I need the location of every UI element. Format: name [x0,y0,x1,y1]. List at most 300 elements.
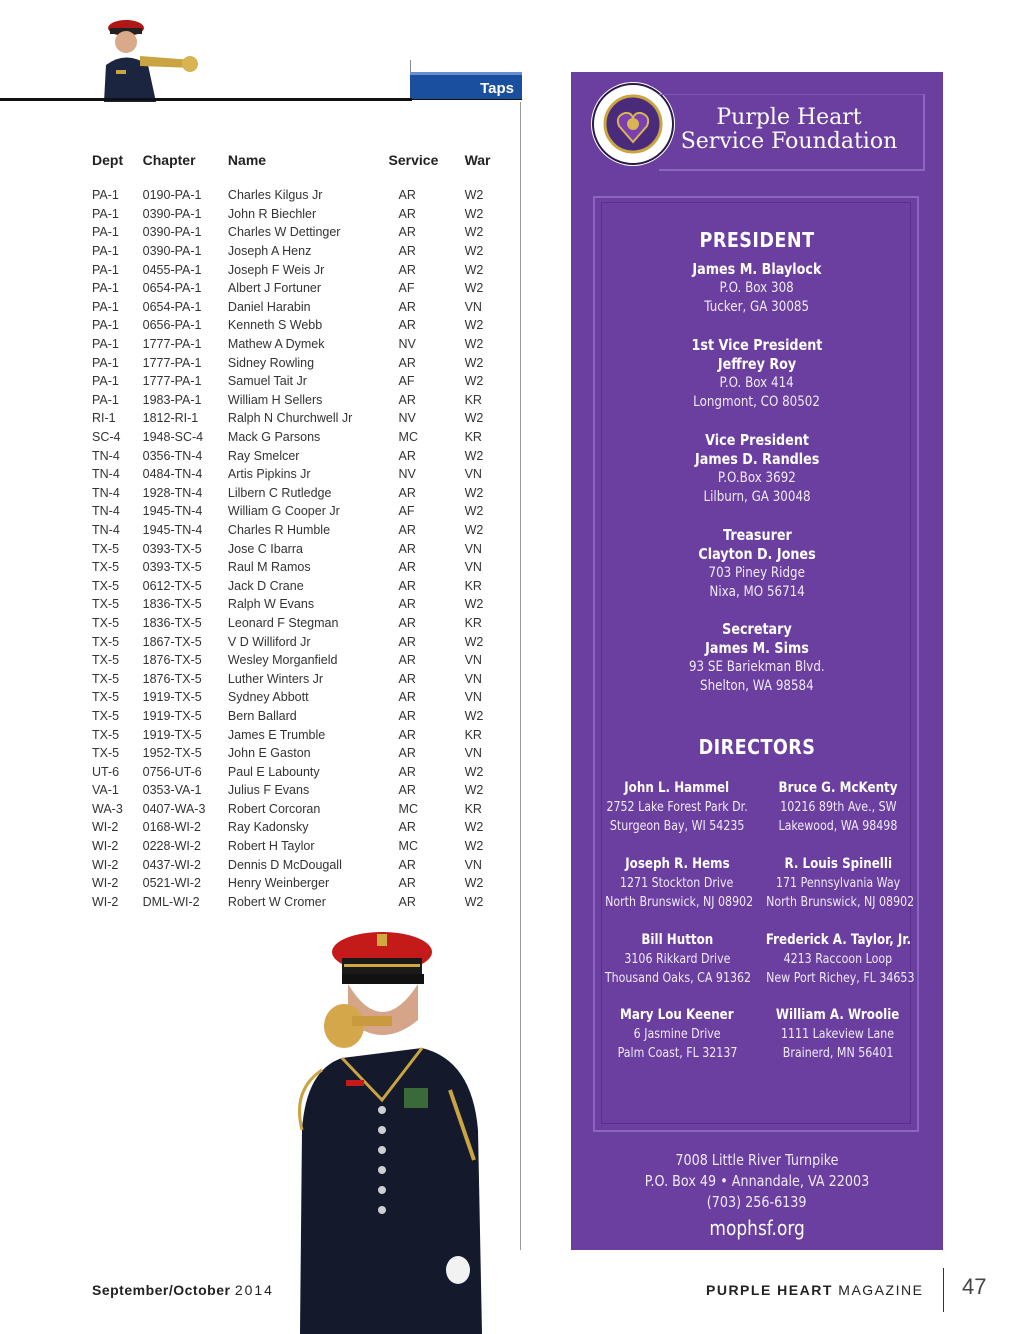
director-line1: 1271 Stockton Drive [620,876,734,891]
cell-service: AR [398,671,416,686]
cell-chapter: 0484-TN-4 [142,467,203,482]
table-row [92,260,512,279]
table-row [92,893,512,912]
table-row [92,353,512,372]
cell-chapter: 0390-PA-1 [142,206,202,221]
cell-chapter: 0654-PA-1 [142,299,202,314]
cell-dept: PA-1 [92,392,119,407]
cell-dept: TN-4 [92,485,120,500]
cell-war: VN [464,467,482,482]
cell-service: AR [398,746,416,761]
secretary-line1: 93 SE Bariekman Blvd. [689,659,825,675]
header-rule [0,98,412,101]
table-row [92,446,512,465]
cell-service: AR [398,783,416,798]
cell-service: AR [398,299,416,314]
cell-dept: WI-2 [92,876,119,891]
director-card [753,1006,923,1063]
cell-dept: TN-4 [92,504,120,519]
cell-chapter: 0654-PA-1 [142,281,202,296]
cell-name: Robert H Taylor [227,839,315,854]
cell-dept: TX-5 [92,578,120,593]
director-name: William A. Wroolie [776,1007,900,1023]
cell-chapter: 1836-TX-5 [142,615,202,630]
vp1-name: Jeffrey Roy [717,355,797,373]
cell-service: MC [398,839,418,854]
cell-dept: TX-5 [92,746,120,761]
cell-name: Bern Ballard [227,708,297,723]
cell-name: Charles W Dettinger [227,225,341,240]
website-text[interactable]: mophsf.org [709,1216,805,1240]
column-divider [520,102,521,1250]
cell-service: AR [398,820,416,835]
director-line2: North Brunswick, NJ 08902 [605,895,754,910]
table-row [92,521,512,540]
cell-dept: WI-2 [92,857,119,872]
taps-roster-table [92,150,512,911]
treasurer-role: Treasurer [722,526,792,544]
cell-name: Ray Kadonsky [227,820,309,835]
cell-name: V D Williford Jr [227,634,311,649]
vp-line2: Lilburn, GA 30048 [703,489,811,505]
director-line2: Brainerd, MN 56401 [782,1046,894,1061]
cell-name: Henry Weinberger [227,876,330,891]
table-row [92,539,512,558]
cell-service: AR [398,560,416,575]
phone: (703) 256-6139 [707,1193,807,1211]
table-row [92,725,512,744]
cell-name: John R Biechler [227,206,317,221]
cell-war: W2 [464,318,484,333]
table-row [92,595,512,614]
director-card [753,931,923,988]
cell-name: Dennis D McDougall [227,857,342,872]
cell-service: AR [398,727,416,742]
cell-name: Artis Pipkins Jr [227,467,311,482]
cell-war: VN [464,541,482,556]
cell-dept: TX-5 [92,727,120,742]
magazine-name [706,1282,923,1298]
cell-name: James E Trumble [227,727,326,742]
vp1-line2: Longmont, CO 80502 [693,394,821,410]
cell-war: KR [464,430,482,445]
cell-dept: TX-5 [92,560,120,575]
director-card [592,779,762,836]
cell-chapter: 1928-TN-4 [142,485,203,500]
vp1-role: 1st Vice President [691,336,823,354]
cell-war: W2 [464,188,484,203]
cell-dept: WI-2 [92,820,119,835]
cell-chapter: 0612-TX-5 [142,578,202,593]
director-line2: New Port Richey, FL 34653 [766,971,915,986]
cell-war: W2 [464,522,484,537]
cell-chapter: 1876-TX-5 [142,653,202,668]
cell-war: W2 [464,225,484,240]
header-war: War [464,152,491,168]
president-block [571,260,943,317]
cell-name: Daniel Harabin [227,299,311,314]
cell-dept: PA-1 [92,225,119,240]
cell-service: AR [398,578,416,593]
magazine-name-light: MAGAZINE [838,1282,924,1298]
cell-name: Ray Smelcer [227,448,300,463]
cell-war: W2 [464,281,484,296]
cell-dept: UT-6 [92,764,120,779]
director-line1: 6 Jasmine Drive [633,1027,721,1042]
cell-name: John E Gaston [227,746,311,761]
cell-service: AR [398,392,416,407]
cell-chapter: 0353-VA-1 [142,783,202,798]
president-name: James M. Blaylock [692,260,822,278]
cell-service: AR [398,634,416,649]
website-link[interactable] [571,1216,943,1240]
table-row [92,874,512,893]
director-name: Mary Lou Keener [620,1007,734,1023]
president-line1: P.O. Box 308 [719,280,795,296]
cell-chapter: 1983-PA-1 [142,392,202,407]
cell-service: AR [398,485,416,500]
cell-war: W2 [464,337,484,352]
cell-dept: TX-5 [92,653,120,668]
cell-name: Jack D Crane [227,578,304,593]
director-line2: Sturgeon Bay, WI 54235 [609,819,745,834]
cell-service: AF [398,281,415,296]
table-row [92,335,512,354]
table-row [92,762,512,781]
cell-war: VN [464,857,482,872]
director-name: John L. Hammel [624,780,730,796]
cell-chapter: 0393-TX-5 [142,541,202,556]
director-line1: 171 Pennsylvania Way [775,876,901,891]
cell-service: AR [398,708,416,723]
cell-service: AR [398,355,416,370]
director-name: Bruce G. McKenty [778,780,898,796]
cell-dept: PA-1 [92,188,119,203]
cell-service: AR [398,653,416,668]
cell-dept: TN-4 [92,522,120,537]
cell-chapter: 0455-PA-1 [142,262,202,277]
cell-service: MC [398,801,418,816]
table-row [92,205,512,224]
cell-chapter: 0390-PA-1 [142,244,202,259]
cell-war: VN [464,671,482,686]
treasurer-name: Clayton D. Jones [698,545,816,563]
cell-war: W2 [464,820,484,835]
cell-service: AR [398,857,416,872]
director-name: Joseph R. Hems [624,856,730,872]
table-row [92,855,512,874]
cell-chapter: 1777-PA-1 [142,374,202,389]
cell-war: VN [464,690,482,705]
cell-war: W2 [464,876,484,891]
cell-dept: PA-1 [92,374,119,389]
cell-war: W2 [464,894,484,909]
cell-chapter: 0756-UT-6 [142,764,202,779]
foundation-title-line2: Service Foundation [680,129,898,154]
cell-service: AR [398,894,416,909]
cell-dept: PA-1 [92,318,119,333]
cell-dept: WI-2 [92,839,119,854]
cell-dept: PA-1 [92,262,119,277]
table-row [92,800,512,819]
table-row [92,669,512,688]
cell-war: KR [464,801,482,816]
director-line1: 1111 Lakeview Lane [781,1027,895,1042]
issue-year: 2014 [234,1282,274,1298]
cell-chapter: DML-WI-2 [142,894,200,909]
cell-name: Charles R Humble [227,522,331,537]
cell-chapter: 0168-WI-2 [142,820,201,835]
cell-name: Sidney Rowling [227,355,315,370]
cell-service: AR [398,244,416,259]
director-line2: Thousand Oaks, CA 91362 [604,971,752,986]
header-dept: Dept [92,152,124,168]
cell-service: AR [398,522,416,537]
treasurer-line2: Nixa, MO 56714 [709,584,805,600]
issue-month: September/October [92,1282,231,1298]
director-name: Frederick A. Taylor, Jr. [765,932,912,948]
cell-chapter: 1777-PA-1 [142,355,202,370]
cell-dept: TX-5 [92,671,120,686]
cell-name: Luther Winters Jr [227,671,324,686]
table-row [92,428,512,447]
cell-chapter: 0228-WI-2 [142,839,201,854]
table-row [92,242,512,261]
treasurer-block [571,526,943,602]
director-line1: 3106 Rikkard Drive [623,952,731,967]
cell-name: Kenneth S Webb [227,318,323,333]
section-tab: Taps [410,72,522,100]
cell-service: AR [398,876,416,891]
table-row [92,372,512,391]
cell-chapter: 0437-WI-2 [142,857,201,872]
cell-chapter: 0393-TX-5 [142,560,202,575]
cell-war: KR [464,615,482,630]
table-row [92,391,512,410]
treasurer-line1: 703 Piney Ridge [708,565,806,581]
cell-name: Robert W Cromer [227,894,326,909]
table-row [92,186,512,205]
page-number: 47 [962,1274,987,1299]
foundation-title-line1: Purple Heart [716,105,862,130]
header-name: Name [227,152,267,168]
cell-war: W2 [464,485,484,500]
cell-dept: TX-5 [92,615,120,630]
cell-chapter: 0407-WA-3 [142,801,206,816]
table-row [92,707,512,726]
table-row [92,223,512,242]
cell-name: Raul M Ramos [227,560,311,575]
cell-war: W2 [464,355,484,370]
directors-heading: DIRECTORS [698,735,816,759]
cell-dept: TX-5 [92,708,120,723]
cell-war: VN [464,560,482,575]
cell-service: AF [398,374,415,389]
cell-service: AR [398,541,416,556]
cell-name: Leonard F Stegman [227,615,339,630]
cell-chapter: 1948-SC-4 [142,430,204,445]
cell-chapter: 1919-TX-5 [142,690,202,705]
issue-date [92,1282,274,1298]
cell-war: KR [464,578,482,593]
cell-chapter: 1867-TX-5 [142,634,202,649]
bugler-large-image [282,930,502,1334]
table-header-row [92,150,512,186]
cell-chapter: 1945-TN-4 [142,522,203,537]
director-line2: North Brunswick, NJ 08902 [766,895,915,910]
cell-war: KR [464,392,482,407]
director-line1: 4213 Raccoon Loop [783,952,893,967]
table-row [92,818,512,837]
cell-service: NV [398,411,416,426]
cell-war: VN [464,299,482,314]
cell-war: W2 [464,634,484,649]
table-row [92,781,512,800]
cell-war: W2 [464,764,484,779]
cell-name: Sydney Abbott [227,690,309,705]
cell-name: Wesley Morganfield [227,653,338,668]
cell-dept: TX-5 [92,690,120,705]
cell-war: VN [464,653,482,668]
cell-service: AR [398,188,416,203]
cell-dept: TX-5 [92,597,120,612]
cell-war: W2 [464,839,484,854]
secretary-name: James M. Sims [705,639,809,657]
cell-service: MC [398,430,418,445]
director-line2: Palm Coast, FL 32137 [617,1046,737,1061]
cell-dept: PA-1 [92,299,119,314]
cell-dept: PA-1 [92,281,119,296]
cell-chapter: 0521-WI-2 [142,876,201,891]
cell-name: Samuel Tait Jr [227,374,307,389]
header-chapter: Chapter [142,152,196,168]
director-name: R. Louis Spinelli [784,856,892,872]
bugler-small-image [96,10,200,102]
cell-name: William G Cooper Jr [227,504,340,519]
cell-dept: PA-1 [92,355,119,370]
cell-chapter: 1952-TX-5 [142,746,202,761]
cell-service: AR [398,764,416,779]
cell-service: AR [398,318,416,333]
cell-war: W2 [464,411,484,426]
director-card [753,855,923,912]
cell-chapter: 0190-PA-1 [142,188,202,203]
cell-dept: VA-1 [92,783,119,798]
table-row [92,502,512,521]
table-row [92,576,512,595]
cell-war: W2 [464,597,484,612]
cell-dept: PA-1 [92,206,119,221]
president-line2: Tucker, GA 30085 [704,299,810,315]
vp-role: Vice President [705,431,809,449]
cell-name: William H Sellers [227,392,323,407]
cell-name: Jose C Ibarra [227,541,303,556]
cell-war: W2 [464,708,484,723]
cell-dept: RI-1 [92,411,116,426]
foundation-panel [571,72,943,1250]
cell-name: Paul E Labounty [227,764,320,779]
cell-chapter: 0390-PA-1 [142,225,202,240]
cell-service: AR [398,597,416,612]
cell-chapter: 1836-TX-5 [142,597,202,612]
cell-dept: WA-3 [92,801,123,816]
cell-chapter: 1812-RI-1 [142,411,199,426]
cell-war: W2 [464,374,484,389]
vp-name: James D. Randles [694,450,820,468]
vp1-line1: P.O. Box 414 [719,375,795,391]
secretary-role: Secretary [722,620,792,638]
cell-service: NV [398,337,416,352]
cell-dept: TX-5 [92,541,120,556]
cell-dept: WI-2 [92,894,119,909]
cell-war: VN [464,746,482,761]
cell-war: W2 [464,448,484,463]
cell-chapter: 1919-TX-5 [142,727,202,742]
table-row [92,651,512,670]
cell-chapter: 0656-PA-1 [142,318,202,333]
cell-dept: SC-4 [92,430,121,445]
cell-war: KR [464,727,482,742]
table-body [92,186,512,911]
cell-service: AR [398,262,416,277]
cell-chapter: 0356-TN-4 [142,448,203,463]
foundation-title [679,106,899,154]
vp1-block [571,336,943,412]
cell-service: AR [398,690,416,705]
director-card [753,779,923,836]
director-line1: 2752 Lake Forest Park Dr. [606,800,748,815]
director-line2: Lakewood, WA 98498 [778,819,898,834]
magazine-name-bold: PURPLE HEART [706,1282,833,1298]
secretary-block [571,620,943,696]
cell-name: Albert J Fortuner [227,281,322,296]
table-row [92,632,512,651]
cell-name: Charles Kilgus Jr [227,188,323,203]
director-card [592,855,762,912]
cell-dept: TN-4 [92,467,120,482]
footer-divider [943,1268,944,1312]
cell-war: W2 [464,783,484,798]
cell-dept: PA-1 [92,337,119,352]
cell-name: Mack G Parsons [227,430,321,445]
table-row [92,558,512,577]
table-row [92,316,512,335]
cell-dept: TN-4 [92,448,120,463]
cell-service: NV [398,467,416,482]
cell-service: AR [398,615,416,630]
director-name: Bill Hutton [641,932,713,948]
vp-block [571,431,943,507]
secretary-line2: Shelton, WA 98584 [700,678,814,694]
address-line1: 7008 Little River Turnpike [675,1151,839,1169]
address-line2: P.O. Box 49 • Annandale, VA 22003 [644,1172,870,1190]
table-row [92,279,512,298]
cell-service: AR [398,206,416,221]
cell-war: W2 [464,244,484,259]
cell-name: Julius F Evans [227,783,310,798]
cell-war: W2 [464,262,484,277]
cell-chapter: 1777-PA-1 [142,337,202,352]
cell-name: Lilbern C Rutledge [227,485,332,500]
cell-name: Ralph W Evans [227,597,315,612]
table-row [92,837,512,856]
foundation-address [571,1150,943,1213]
header-service: Service [388,152,439,168]
table-row [92,409,512,428]
table-row [92,688,512,707]
cell-service: AR [398,448,416,463]
cell-dept: TX-5 [92,634,120,649]
